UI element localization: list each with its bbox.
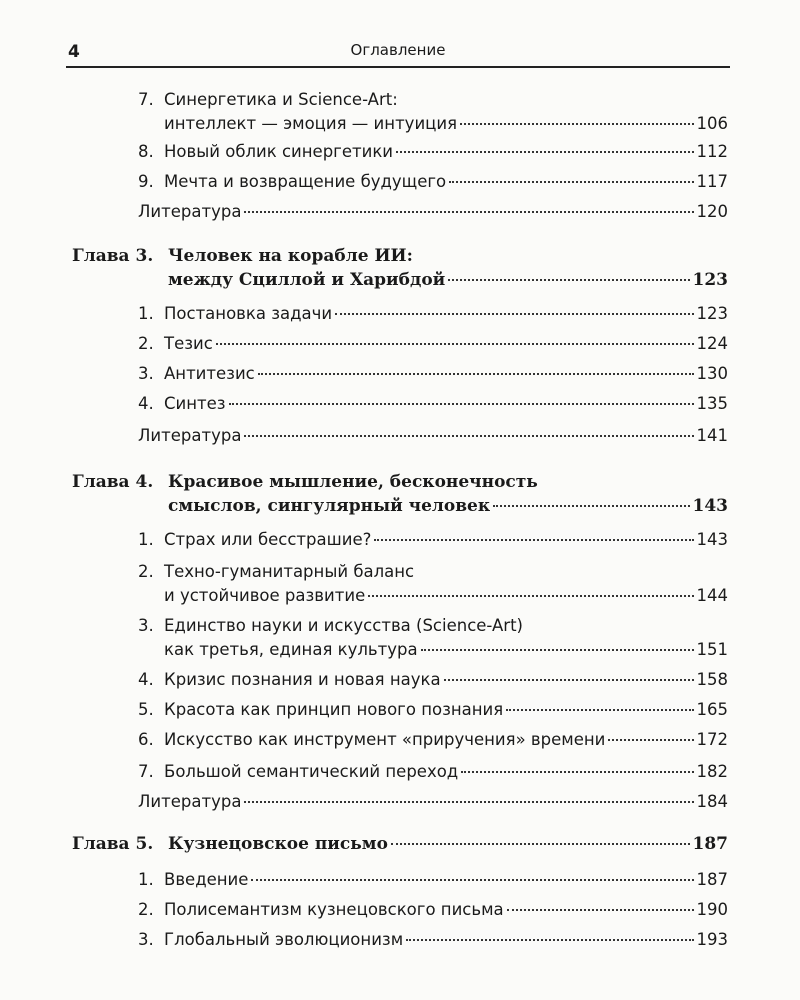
toc-entry: [138, 332, 728, 356]
chapter-title: Кузнецовское письмо: [168, 834, 388, 854]
page-ref: 187: [692, 834, 728, 854]
entry-title: Красота как принцип нового познания: [164, 700, 504, 719]
page-number: 4: [68, 42, 80, 62]
entry-title: Литература: [138, 426, 242, 445]
toc-entry: [138, 200, 728, 224]
entry-title: Техно-гуманитарный баланс: [164, 562, 415, 581]
page-ref: 187: [696, 870, 728, 889]
page-ref: 106: [696, 114, 728, 133]
entry-number: 3.: [138, 930, 154, 949]
page-ref: 124: [696, 334, 728, 353]
page-ref: 151: [696, 640, 728, 659]
dot-leader: [406, 938, 693, 941]
toc-entry: [138, 140, 728, 164]
page-ref: 123: [696, 304, 728, 323]
dot-leader: [391, 842, 690, 845]
dot-leader: [244, 800, 693, 803]
running-title: Оглавление: [350, 41, 446, 59]
entry-number: 1.: [138, 870, 154, 889]
toc-entry: [138, 392, 728, 416]
page-ref: 120: [696, 202, 728, 221]
page-ref: 143: [696, 530, 728, 549]
toc-entry: [138, 424, 728, 448]
entry-number: 1.: [138, 304, 154, 323]
toc-entry: [138, 528, 728, 552]
dot-leader: [258, 372, 694, 375]
dot-leader: [421, 648, 694, 651]
toc-chapter: [72, 832, 728, 856]
entry-title: Кризис познания и новая наука: [164, 670, 441, 689]
page-ref: 143: [692, 496, 728, 516]
entry-title: интеллект — эмоция — интуиция: [164, 114, 458, 133]
entry-title: Страх или бесстрашие?: [164, 530, 372, 549]
entry-title: Тезис: [164, 334, 213, 353]
dot-leader: [444, 678, 694, 681]
dot-leader: [449, 180, 693, 183]
toc-entry: [138, 928, 728, 952]
chapter-label: Глава 3.: [72, 246, 154, 266]
chapter-title: смыслов, сингулярный человек: [168, 496, 491, 516]
dot-leader: [216, 342, 694, 345]
entry-number: 7.: [138, 762, 154, 781]
entry-title: Постановка задачи: [164, 304, 333, 323]
dot-leader: [460, 122, 693, 125]
entry-number: 7.: [138, 90, 154, 109]
dot-leader: [608, 738, 693, 741]
page-ref: 165: [696, 700, 728, 719]
dot-leader: [506, 708, 693, 711]
entry-number: 5.: [138, 700, 154, 719]
dot-leader: [507, 908, 694, 911]
entry-number: 2.: [138, 334, 154, 353]
chapter-label: Глава 5.: [72, 834, 154, 854]
toc-entry: [138, 88, 728, 136]
entry-title: Новый облик синергетики: [164, 142, 394, 161]
page-ref: 130: [696, 364, 728, 383]
page-ref: 172: [696, 730, 728, 749]
page-ref: 112: [696, 142, 728, 161]
chapter-label: Глава 4.: [72, 472, 154, 492]
page-ref: 135: [696, 394, 728, 413]
page-ref: 117: [696, 172, 728, 191]
entry-number: 4.: [138, 394, 154, 413]
toc-entry: [138, 898, 728, 922]
entry-title: Полисемантизм кузнецовского письма: [164, 900, 504, 919]
toc-entry: [138, 560, 728, 608]
entry-number: 1.: [138, 530, 154, 549]
page-ref: 190: [696, 900, 728, 919]
entry-title: Глобальный эволюционизм: [164, 930, 404, 949]
page-ref: 141: [696, 426, 728, 445]
dot-leader: [368, 594, 693, 597]
page-ref: 184: [696, 792, 728, 811]
entry-title: как третья, единая культура: [164, 640, 418, 659]
dot-leader: [244, 434, 693, 437]
toc-entry: [138, 170, 728, 194]
page-ref: 182: [696, 762, 728, 781]
toc-entry: [138, 760, 728, 784]
entry-title: Большой семантический переход: [164, 762, 459, 781]
page-ref: 144: [696, 586, 728, 605]
entry-number: 3.: [138, 364, 154, 383]
entry-number: 2.: [138, 900, 154, 919]
toc-entry: [138, 698, 728, 722]
chapter-title: Человек на корабле ИИ:: [168, 246, 413, 266]
entry-number: 6.: [138, 730, 154, 749]
dot-leader: [396, 150, 693, 153]
dot-leader: [251, 878, 693, 881]
toc-entry: [138, 790, 728, 814]
toc-entry: [138, 362, 728, 386]
dot-leader: [493, 504, 689, 507]
entry-title: Единство науки и искусства (Science-Art): [164, 616, 523, 635]
toc-chapter: [72, 470, 728, 518]
entry-title: Синергетика и Science-Art:: [164, 90, 398, 109]
entry-title: Мечта и возвращение будущего: [164, 172, 447, 191]
entry-title: Синтез: [164, 394, 226, 413]
chapter-title: между Сциллой и Харибдой: [168, 270, 446, 290]
page-ref: 158: [696, 670, 728, 689]
toc-entry: [138, 302, 728, 326]
page-header: [66, 36, 730, 68]
toc-entry: [138, 868, 728, 892]
dot-leader: [335, 312, 693, 315]
page-ref: 193: [696, 930, 728, 949]
toc-entry: [138, 614, 728, 662]
entry-number: 2.: [138, 562, 154, 581]
toc-entry: [138, 728, 728, 752]
entry-title: Введение: [164, 870, 249, 889]
entry-title: и устойчивое развитие: [164, 586, 366, 605]
entry-number: 9.: [138, 172, 154, 191]
entry-number: 8.: [138, 142, 154, 161]
entry-number: 4.: [138, 670, 154, 689]
dot-leader: [461, 770, 693, 773]
entry-title: Антитезис: [164, 364, 255, 383]
dot-leader: [229, 402, 694, 405]
dot-leader: [244, 210, 693, 213]
chapter-title: Красивое мышление, бесконечность: [168, 472, 538, 492]
entry-title: Литература: [138, 792, 242, 811]
entry-number: 3.: [138, 616, 154, 635]
entry-title: Искусство как инструмент «приручения» времени: [164, 730, 606, 749]
toc-entry: [138, 668, 728, 692]
toc-chapter: [72, 244, 728, 292]
dot-leader: [448, 278, 689, 281]
entry-title: Литература: [138, 202, 242, 221]
dot-leader: [374, 538, 693, 541]
page-ref: 123: [692, 270, 728, 290]
